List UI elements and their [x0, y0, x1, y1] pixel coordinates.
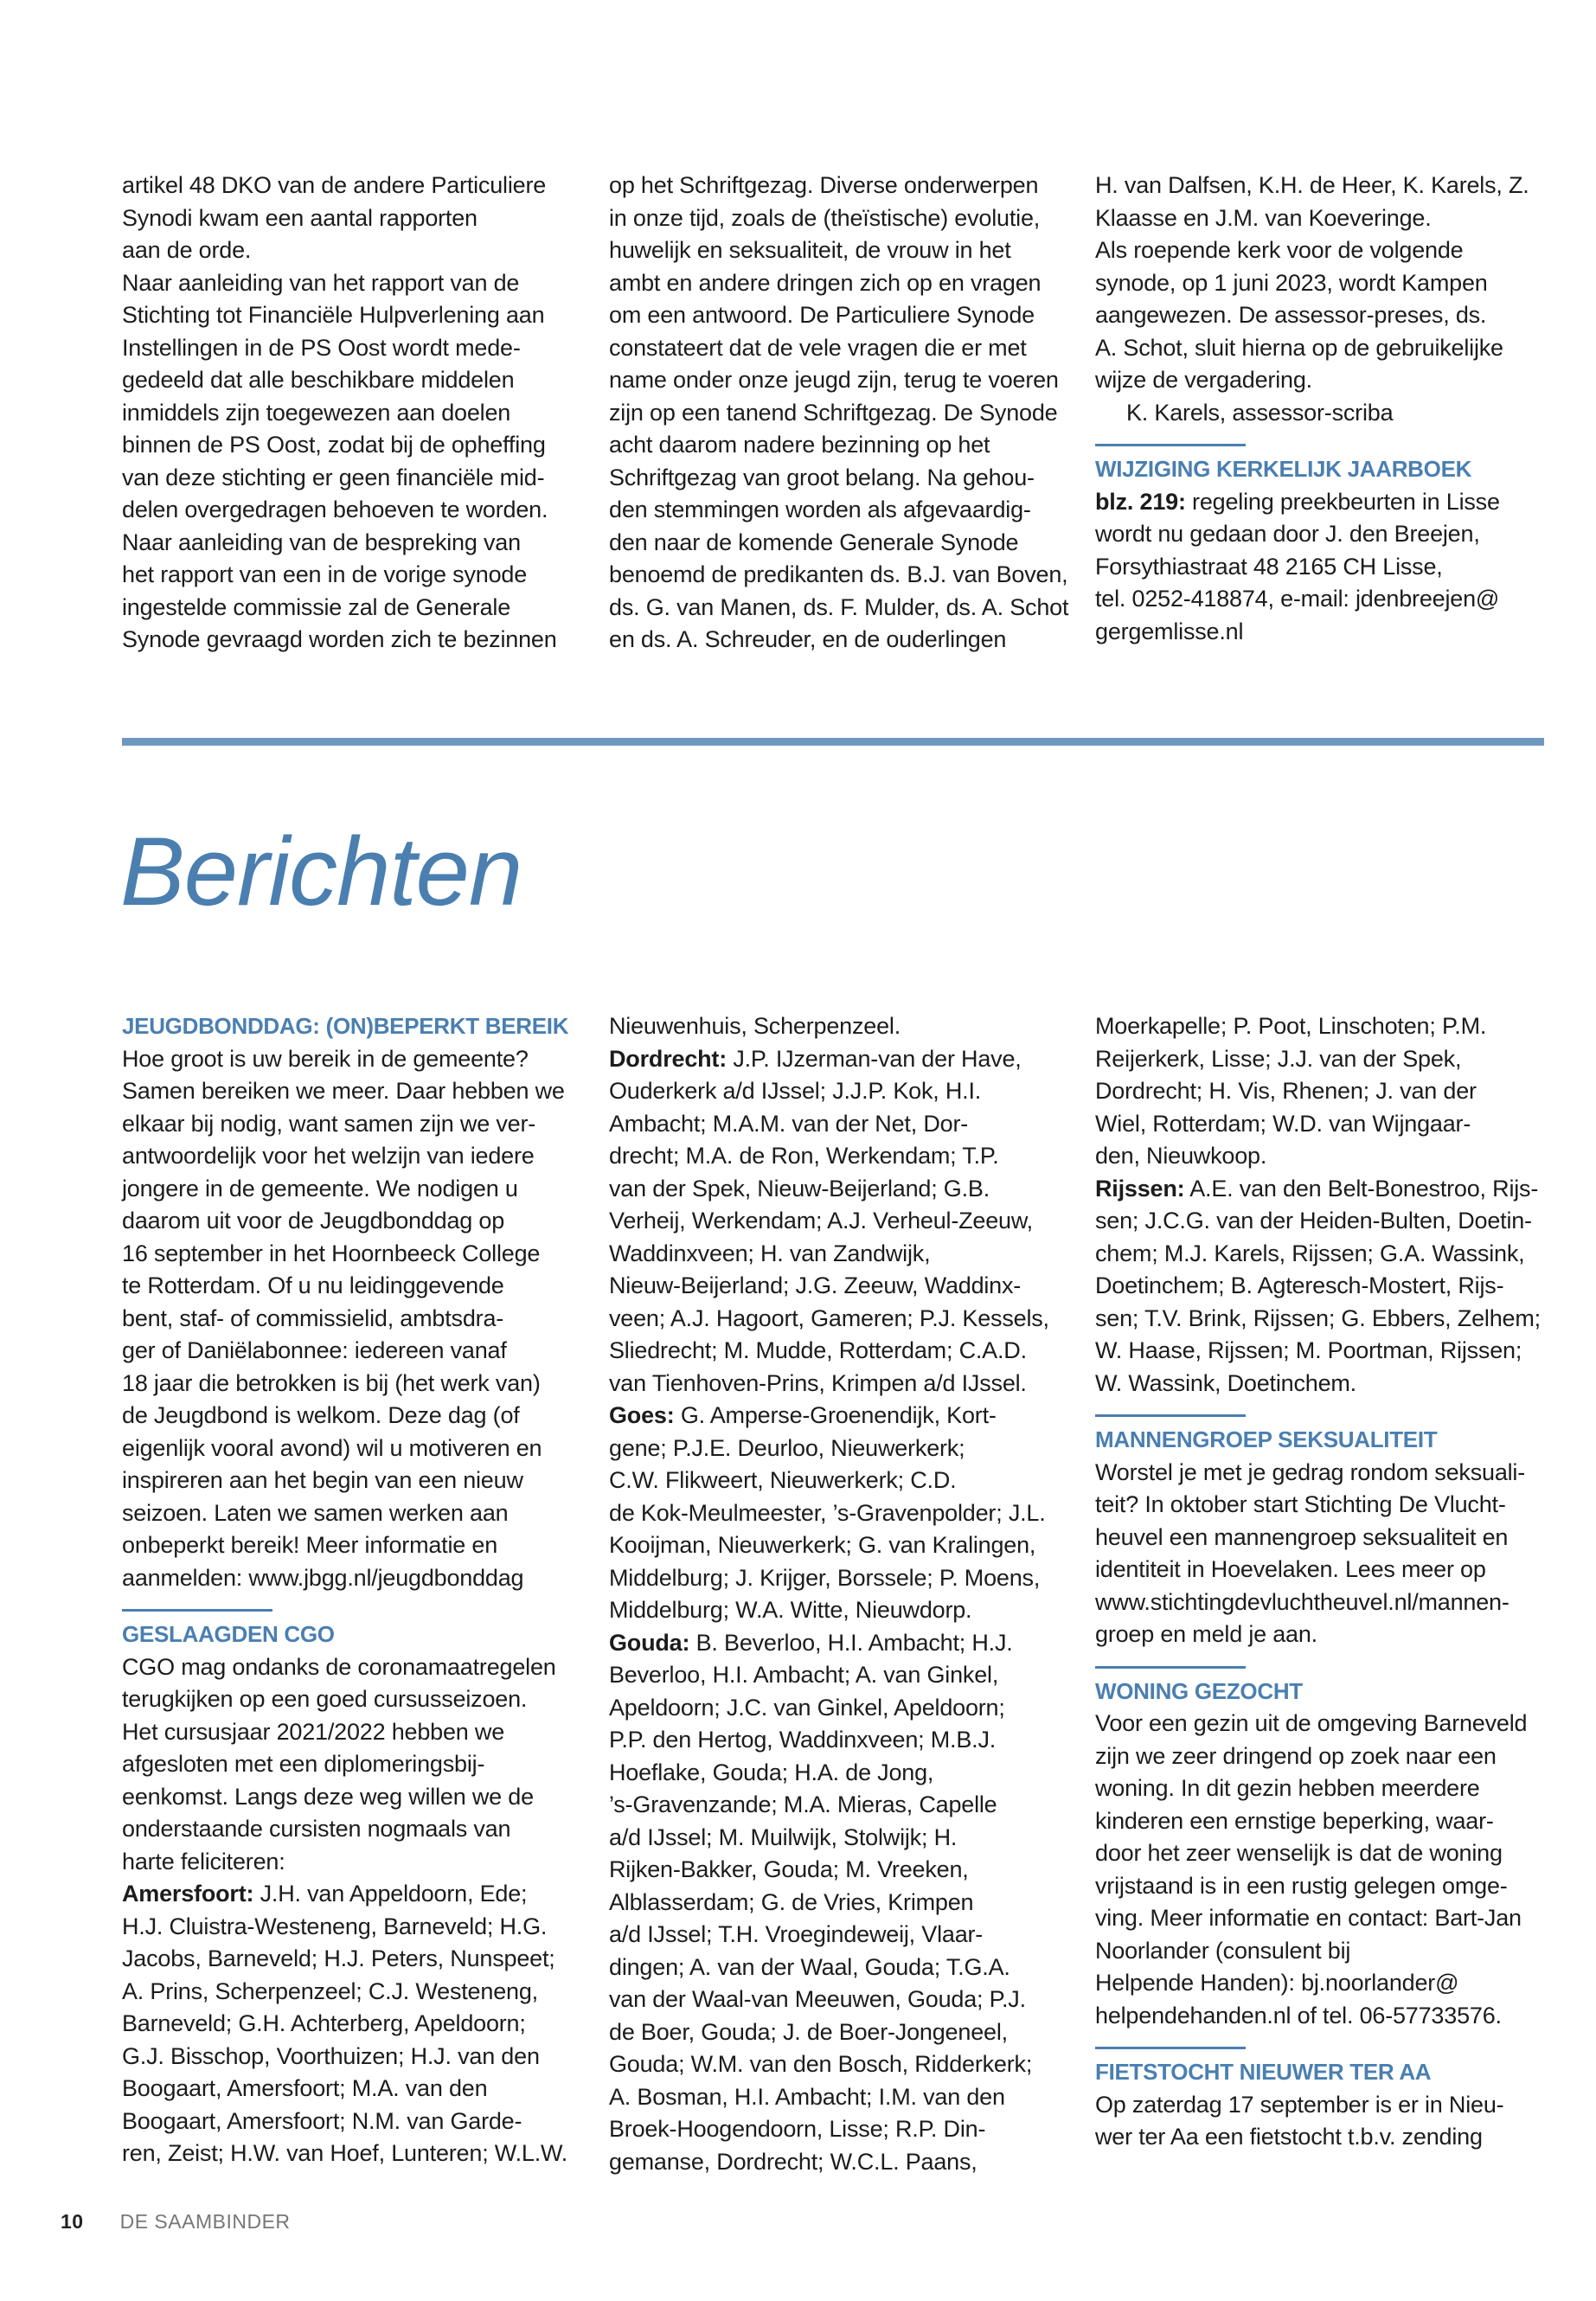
- text-line: antwoordelijk voor het welzijn van iedere: [122, 1143, 535, 1169]
- list-continuation: Nieuwenhuis, Scherpenzeel.: [609, 1013, 901, 1039]
- text-line: Samen bereiken we meer. Daar hebben we: [122, 1078, 565, 1104]
- section-separator: [1095, 2047, 1246, 2049]
- goes-list: [609, 1433, 1059, 1627]
- text-line: te Rotterdam. Of u nu leidinggevende: [122, 1272, 504, 1298]
- text-line: Beverloo, H.I. Ambacht; A. van Ginkel,: [609, 1662, 999, 1688]
- text-line: Alblasserdam; G. de Vries, Krimpen: [609, 1888, 974, 1915]
- text-line: 18 jaar die betrokken is bij (het werk van): [122, 1369, 541, 1396]
- text-line: Het cursusjaar 2021/2022 hebben we: [122, 1718, 505, 1745]
- text-line: W. Haase, Rijssen; M. Poortman, Rijssen;: [1095, 1337, 1522, 1363]
- text-line: Worstel je met je gedrag rondom seksuali-: [1095, 1458, 1526, 1485]
- text-line: Gouda; W.M. van den Bosch, Ridderkerk;: [609, 2051, 1033, 2077]
- section-separator: [1095, 1414, 1246, 1417]
- text-line: het rapport van een in de vorige synode: [122, 561, 528, 587]
- text-line: onderstaande cursisten nogmaals van: [122, 1816, 511, 1842]
- text-line: Boogaart, Amersfoort; M.A. van den: [122, 2075, 488, 2101]
- text-line: Hoe groot is uw bereik in de gemeente?: [122, 1045, 529, 1072]
- text-line: van der Spek, Nieuw-Beijerland; G.B.: [609, 1175, 990, 1202]
- text-line: C.W. Flikweert, Nieuwerkerk; C.D.: [609, 1467, 957, 1493]
- text-line: W. Wassink, Doetinchem.: [1095, 1369, 1356, 1396]
- text-line: Barneveld; G.H. Achterberg, Apeldoorn;: [122, 2010, 526, 2036]
- text-line: Noorlander (consulent bij: [1095, 1937, 1351, 1964]
- text-line: H. van Dalfsen, K.H. de Heer, K. Karels, Z.: [1095, 172, 1529, 198]
- text-line: den naar de komende Generale Synode: [609, 529, 1019, 555]
- goes-first-line: Goes: G. Amperse-Groenendijk, Kort-: [609, 1402, 997, 1428]
- text-line: artikel 48 DKO van de andere Particuliere: [122, 172, 547, 198]
- text-line: groep en meld je aan.: [1095, 1621, 1317, 1647]
- bottom-column-2: [609, 1010, 1059, 2178]
- text-line: A. Prins, Scherpenzeel; C.J. Westeneng,: [122, 1977, 538, 2004]
- text-line: teit? In oktober start Stichting De Vlucht-: [1095, 1491, 1506, 1517]
- section-separator: [122, 1609, 272, 1612]
- text-line: zijn we zeer dringend op zoek naar een: [1095, 1742, 1497, 1769]
- text-line: Apeldoorn; J.C. van Ginkel, Apeldoorn;: [609, 1694, 1005, 1721]
- text-line: benoemd de predikanten ds. B.J. van Boven,: [609, 561, 1068, 587]
- text-line: name onder onze jeugd zijn, terug te voeren: [609, 367, 1059, 393]
- text-line: Instellingen in de PS Oost wordt mede-: [122, 334, 521, 361]
- text-line: de Kok-Meulmeester, ’s-Gravenpolder; J.L.: [609, 1499, 1046, 1526]
- text-line: en ds. A. Schreuder, en de ouderlingen: [609, 626, 1007, 652]
- text-line: Reijerkerk, Lisse; J.J. van der Spek,: [1095, 1045, 1462, 1072]
- text-line: van Tienhoven-Prins, Krimpen a/d IJssel.: [609, 1369, 1027, 1396]
- text-line: Voor een gezin uit de omgeving Barneveld: [1095, 1710, 1528, 1736]
- list-continuation: [1095, 1010, 1545, 1173]
- text-line: drecht; M.A. de Ron, Werkendam; T.P.: [609, 1143, 999, 1169]
- amersfoort-first-line: Amersfoort: J.H. van Appeldoorn, Ede;: [122, 1881, 528, 1907]
- text-line: P.P. den Hertog, Waddinxveen; M.B.J.: [609, 1727, 997, 1753]
- text-line: Schriftgezag van groot belang. Na gehou-: [609, 464, 1035, 490]
- page-footer: [61, 2210, 291, 2234]
- amersfoort-list: [122, 1911, 572, 2170]
- jeugdbonddag-heading: JEUGDBONDDAG: (ON)BEPERKT BEREIK: [122, 1013, 569, 1039]
- text-line: Dordrecht; H. Vis, Rhenen; J. van der: [1095, 1078, 1477, 1104]
- text-line: aanmelden: www.jbgg.nl/jeugdbonddag: [122, 1564, 524, 1591]
- text-line: Ambacht; M.A.M. van der Net, Dor-: [609, 1110, 969, 1137]
- dordrecht-label: Dordrecht:: [609, 1045, 727, 1072]
- text-line: huwelijk en seksualiteit, de vrouw in het: [609, 237, 1011, 263]
- text-line: CGO mag ondanks de coronamaatregelen: [122, 1653, 556, 1680]
- text-line: binnen de PS Oost, zodat bij de opheffing: [122, 432, 546, 458]
- text-line: Synodi kwam een aantal rapporten: [122, 204, 478, 231]
- top-column-1: [122, 170, 572, 657]
- text-line: gedeeld dat alle beschikbare middelen: [122, 367, 515, 393]
- bottom-column-3: [1095, 1010, 1545, 2154]
- publication-name: DE SAAMBINDER: [119, 2210, 291, 2233]
- section-title: Berichten: [120, 817, 522, 926]
- bottom-column-1: [122, 1010, 572, 2170]
- text-line: synode, op 1 juni 2023, wordt Kampen: [1095, 269, 1488, 296]
- text-line: inspireren aan het begin van een nieuw: [122, 1467, 523, 1493]
- text-line: Ouderkerk a/d IJssel; J.J.P. Kok, H.I.: [609, 1078, 982, 1104]
- mannengroep-body: [1095, 1457, 1545, 1651]
- section-rule: [122, 738, 1544, 746]
- text-line: gemanse, Dordrecht; W.C.L. Paans,: [609, 2148, 977, 2175]
- text-line: Naar aanleiding van de bespreking van: [122, 529, 521, 555]
- text-line: acht daarom nadere bezinning op het: [609, 432, 990, 458]
- text-line: om een antwoord. De Particuliere Synode: [609, 302, 1035, 328]
- text-line: gergemlisse.nl: [1095, 618, 1244, 644]
- text-line: vrijstaand is in een rustig gelegen omge-: [1095, 1872, 1508, 1899]
- text-line: constateert dat de vele vragen die er met: [609, 334, 1027, 361]
- text-line: harte feliciteren:: [122, 1848, 285, 1875]
- signature: K. Karels, assessor-scriba: [1126, 399, 1394, 426]
- text-line: ds. G. van Manen, ds. F. Mulder, ds. A. Schot: [609, 593, 1069, 620]
- rijssen-list: [1095, 1205, 1545, 1400]
- text-line: veen; A.J. Hagoort, Gameren; P.J. Kessels,: [609, 1304, 1049, 1331]
- text-line: daarom uit voor de Jeugdbonddag op: [122, 1208, 505, 1234]
- text-line: tel. 0252-418874, e-mail: jdenbreejen@: [1095, 586, 1500, 612]
- mannengroep-heading: MANNENGROEP SEKSUALITEIT: [1095, 1426, 1438, 1452]
- text-line: Broek-Hoogendoorn, Lisse; R.P. Din-: [609, 2116, 986, 2142]
- cgo-heading: GESLAAGDEN CGO: [122, 1621, 335, 1647]
- gouda-list: [609, 1659, 1059, 2178]
- text-line: sen; T.V. Brink, Rijssen; G. Ebbers, Zelhem;: [1095, 1304, 1541, 1331]
- page-number: 10: [61, 2210, 84, 2233]
- text-line: Wiel, Rotterdam; W.D. van Wijngaar-: [1095, 1110, 1471, 1137]
- text-line: op het Schriftgezag. Diverse onderwerpen: [609, 172, 1039, 198]
- text-line: Jacobs, Barneveld; H.J. Peters, Nunspeet;: [122, 1945, 555, 1971]
- text-line: Rijken-Bakker, Gouda; M. Vreeken,: [609, 1856, 969, 1882]
- text-line: helpendehanden.nl of tel. 06-57733576.: [1095, 2002, 1502, 2029]
- text-line: ving. Meer informatie en contact: Bart-Jan: [1095, 1905, 1522, 1931]
- text-line: Middelburg; J. Krijger, Borssele; P. Moens,: [609, 1564, 1041, 1591]
- text-line: elkaar bij nodig, want samen zijn we ver-: [122, 1110, 536, 1137]
- text-line: 16 september in het Hoornbeeck College: [122, 1240, 541, 1266]
- text-line: heuvel een mannengroep seksualiteit en: [1095, 1523, 1509, 1550]
- text-line: sen; J.C.G. van der Heiden-Bulten, Doetin-: [1095, 1208, 1532, 1234]
- text-line: identiteit in Hoevelaken. Lees meer op: [1095, 1556, 1486, 1582]
- rijssen-label: Rijssen:: [1095, 1175, 1185, 1202]
- text-line: Op zaterdag 17 september is er in Nieu-: [1095, 2091, 1504, 2118]
- text-line: den stemmingen worden als afgevaardig-: [609, 497, 1031, 522]
- text-line: a/d IJssel; T.H. Vroegindeweij, Vlaar-: [609, 1921, 984, 1947]
- text-line: inmiddels zijn toegewezen aan doelen: [122, 399, 511, 426]
- text-line: de Jeugdbond is welkom. Deze dag (of: [122, 1402, 520, 1428]
- text-line: Doetinchem; B. Agteresch-Mostert, Rijs-: [1095, 1272, 1504, 1298]
- text-line: den, Nieuwkoop.: [1095, 1143, 1267, 1169]
- text-line: Middelburg; W.A. Witte, Nieuwdorp.: [609, 1597, 972, 1623]
- text-line: A. Schot, sluit hierna op de gebruikelijke: [1095, 334, 1503, 361]
- text-line: Als roepende kerk voor de volgende: [1095, 237, 1464, 263]
- text-line: chem; M.J. Karels, Rijssen; G.A. Wassink,: [1095, 1240, 1525, 1266]
- fietstocht-heading: FIETSTOCHT NIEUWER TER AA: [1095, 2059, 1432, 2085]
- jaarboek-first-line: blz. 219: regeling preekbeurten in Lisse: [1095, 488, 1500, 515]
- text-line: wer ter Aa een fietstocht t.b.v. zending: [1095, 2124, 1483, 2150]
- jaarboek-body: [1095, 518, 1545, 648]
- text-line: Klaasse en J.M. van Koeveringe.: [1095, 204, 1432, 231]
- text-line: wijze de vergadering.: [1095, 367, 1312, 393]
- text-line: a/d IJssel; M. Muilwijk, Stolwijk; H.: [609, 1823, 958, 1850]
- text-line: ren, Zeist; H.W. van Hoef, Lunteren; W.L.W.: [122, 2140, 568, 2166]
- woning-heading: WONING GEZOCHT: [1095, 1677, 1303, 1704]
- text-line: Boogaart, Amersfoort; N.M. van Garde-: [122, 2107, 522, 2134]
- text-line: de Boer, Gouda; J. de Boer-Jongeneel,: [609, 2018, 1008, 2045]
- text-line: Helpende Handen): bj.noorlander@: [1095, 1970, 1459, 1996]
- text-line: ger of Daniëlabonnee: iedereen vanaf: [122, 1337, 507, 1363]
- text-line: Kooijman, Nieuwerkerk; G. van Kralingen,: [609, 1532, 1036, 1558]
- text-line: eenkomst. Langs deze weg willen we de: [122, 1783, 534, 1810]
- text-line: delen overgedragen behoeven te worden.: [122, 497, 548, 522]
- text-line: jongere in de gemeente. We nodigen u: [122, 1175, 518, 1202]
- text-line: seizoen. Laten we samen werken aan: [122, 1499, 509, 1526]
- gouda-first-line: Gouda: B. Beverloo, H.I. Ambacht; H.J.: [609, 1629, 1013, 1656]
- text-line: ’s-Gravenzande; M.A. Mieras, Capelle: [609, 1791, 997, 1817]
- jeugdbonddag-body: [122, 1043, 572, 1595]
- text-line: aangewezen. De assessor-preses, ds.: [1095, 302, 1487, 328]
- text-line: wordt nu gedaan door J. den Breejen,: [1095, 521, 1480, 547]
- text-line: Moerkapelle; P. Poot, Linschoten; P.M.: [1095, 1013, 1487, 1039]
- text-line: van deze stichting er geen financiële mid-: [122, 464, 545, 490]
- text-line: Forsythiastraat 48 2165 CH Lisse,: [1095, 553, 1443, 580]
- text-line: afgesloten met een diplomeringsbij-: [122, 1751, 485, 1777]
- dordrecht-first-line: Dordrecht: J.P. IJzerman-van der Have,: [609, 1045, 1022, 1072]
- top-column-3: [1095, 170, 1545, 648]
- text-line: terugkijken op een goed cursusseizoen.: [122, 1686, 528, 1712]
- text-line: Hoeflake, Gouda; H.A. de Jong,: [609, 1759, 934, 1785]
- text-line: zijn op een tanend Schriftgezag. De Synode: [609, 399, 1058, 426]
- rijssen-first-line: Rijssen: A.E. van den Belt-Bonestroo, Rijs-: [1095, 1175, 1539, 1202]
- top-column-2: [609, 170, 1069, 657]
- text-line: dingen; A. van der Waal, Gouda; T.G.A.: [609, 1953, 1010, 1980]
- text-line: aan de orde.: [122, 237, 252, 263]
- text-line: A. Bosman, H.I. Ambacht; I.M. van den: [609, 2083, 1005, 2110]
- goes-label: Goes:: [609, 1402, 675, 1428]
- text-line: www.stichtingdevluchtheuvel.nl/mannen-: [1095, 1588, 1509, 1615]
- text-line: Sliedrecht; M. Mudde, Rotterdam; C.A.D.: [609, 1337, 1027, 1363]
- text-line: Verheij, Werkendam; A.J. Verheul-Zeeuw,: [609, 1208, 1033, 1234]
- text-line: Nieuw-Beijerland; J.G. Zeeuw, Waddinx-: [609, 1272, 1022, 1298]
- text-line: ambt en andere dringen zich op en vragen: [609, 269, 1042, 296]
- section-separator: [1095, 1666, 1246, 1669]
- text-line: G.J. Bisschop, Voorthuizen; H.J. van den: [122, 2042, 540, 2069]
- text-line: ingestelde commissie zal de Generale: [122, 593, 511, 620]
- cgo-body: [122, 1651, 572, 1879]
- text-line: H.J. Cluistra-Westeneng, Barneveld; H.G.: [122, 1913, 548, 1939]
- text-line: Waddinxveen; H. van Zandwijk,: [609, 1240, 931, 1266]
- text-line: Synode gevraagd worden zich te bezinnen: [122, 626, 557, 652]
- text-line: in onze tijd, zoals de (theïstische) evolutie,: [609, 204, 1041, 231]
- text-line: gene; P.J.E. Deurloo, Nieuwerkerk;: [609, 1434, 965, 1461]
- text-line: onbeperkt bereik! Meer informatie en: [122, 1532, 498, 1558]
- text-line: Stichting tot Financiële Hulpverlening aan: [122, 302, 545, 328]
- woning-body: [1095, 1708, 1545, 2032]
- fietstocht-body: [1095, 2089, 1545, 2154]
- amersfoort-label: Amersfoort:: [122, 1881, 254, 1907]
- jaarboek-page-ref: blz. 219:: [1095, 488, 1186, 515]
- text-line: van der Waal-van Meeuwen, Gouda; P.J.: [609, 1986, 1026, 2012]
- section-separator: [1095, 444, 1246, 446]
- text-line: eigenlijk vooral avond) wil u motiveren en: [122, 1434, 542, 1461]
- synode-conclusion: [1095, 170, 1545, 397]
- dordrecht-list: [609, 1075, 1059, 1400]
- jaarboek-heading: WIJZIGING KERKELIJK JAARBOEK: [1095, 456, 1472, 482]
- text-line: bent, staf- of commissielid, ambtsdra-: [122, 1304, 504, 1331]
- text-line: Naar aanleiding van het rapport van de: [122, 269, 520, 296]
- text-line: kinderen een ernstige beperking, waar-: [1095, 1807, 1494, 1834]
- gouda-label: Gouda:: [609, 1629, 690, 1656]
- text-line: door het zeer wenselijk is dat de woning: [1095, 1840, 1503, 1866]
- text-line: woning. In dit gezin hebben meerdere: [1095, 1775, 1480, 1801]
